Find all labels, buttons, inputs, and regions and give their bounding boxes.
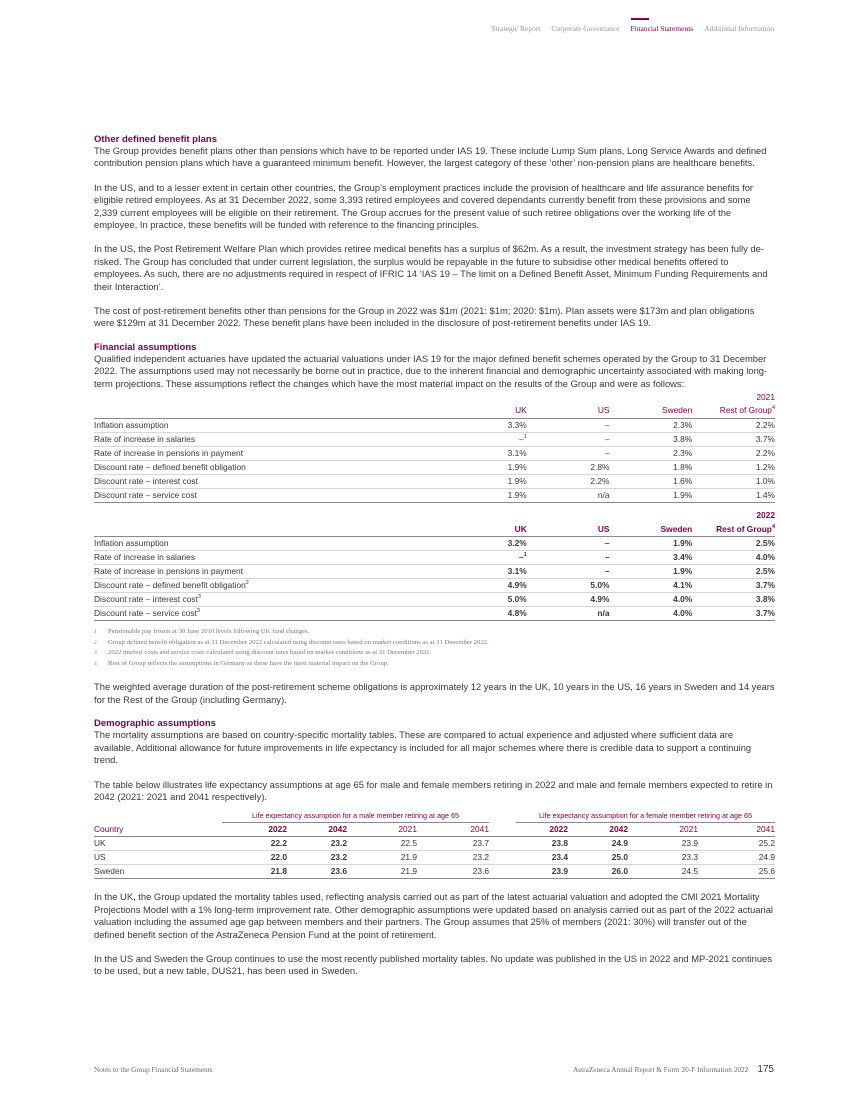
cell: 24.5 xyxy=(628,865,698,879)
row-label: Rate of increase in pensions in payment xyxy=(94,565,444,579)
table-row xyxy=(94,579,775,593)
female-group-header: Life expectancy assumption for a female member retiring at age 65 xyxy=(516,809,775,823)
table-row xyxy=(94,418,775,432)
table-row xyxy=(94,837,775,851)
financial-assumptions-paragraph: Qualified independent actuaries have updated the actuarial valuations under IAS 19 for the major defined benefit schemes operated by the Group to 31 December 2022. The assumptions used may not necessarily be borne out in practice, due to the inherent financial and demographic uncertainty associated with making long-term projections. These assumptions reflect the changes which have the most material impact on the results of the Group and were as follows: xyxy=(94,352,768,389)
row-label: Discount rate – interest cost$^3$ xyxy=(94,593,444,607)
row-label: Discount rate – interest cost xyxy=(94,474,444,488)
table-header-row xyxy=(94,404,775,418)
column-header: 2022 xyxy=(516,823,568,837)
footnote: 4 Rest of Group reflects the assumptions in Germany as these have the most material impact on the Group. xyxy=(94,659,389,667)
column-header: UK xyxy=(444,523,527,537)
cell: 1.9% xyxy=(444,460,527,474)
table-row xyxy=(94,446,775,460)
table-row xyxy=(94,474,775,488)
table-year: 2022 xyxy=(756,510,775,521)
row-label: Discount rate – service cost$^3$ xyxy=(94,607,444,621)
table-row xyxy=(94,551,775,565)
cell: 3.7% xyxy=(692,432,775,446)
cell: 4.1% xyxy=(610,579,693,593)
cell: 22.2 xyxy=(222,837,287,851)
row-label: Inflation assumption xyxy=(94,418,444,432)
cell: 1.0% xyxy=(692,474,775,488)
nav-corporate-governance[interactable]: Corporate Governance xyxy=(551,24,620,33)
row-label: Rate of increase in pensions in payment xyxy=(94,446,444,460)
cell: 1.4% xyxy=(692,488,775,502)
table-row xyxy=(94,537,775,551)
table-row xyxy=(94,607,775,621)
cell: 23.7 xyxy=(417,837,489,851)
footnote: 1 Pensionable pay frozen at 30 June 2010 levels following UK fund changes. xyxy=(94,628,310,636)
other-plans-paragraph: The cost of post-retirement benefits other than pensions for the Group in 2022 was $1m (2021: $1m; 2020: $1m). Plan assets were $173m and plan obligations were $129m at 31 December 2022. These benefit plans have been included in the disclosure of post-retirement benefits under IAS 19. xyxy=(94,305,755,329)
cell: 3.2% xyxy=(444,537,527,551)
cell: 3.1% xyxy=(444,446,527,460)
cell: 2.8% xyxy=(527,460,610,474)
cell: 4.9% xyxy=(527,593,610,607)
life-table-header-row xyxy=(94,823,775,837)
country-cell: UK xyxy=(94,837,222,851)
cell: 2.2% xyxy=(527,474,610,488)
cell: 4.8% xyxy=(444,607,527,621)
demographic-assumptions-heading: Demographic assumptions xyxy=(94,718,216,730)
cell: 1.9% xyxy=(610,565,693,579)
cell: 5.0% xyxy=(444,593,527,607)
cell: 1.9% xyxy=(610,537,693,551)
cell: 21.9 xyxy=(347,851,417,865)
page-footer xyxy=(94,1064,774,1075)
cell: 1.2% xyxy=(692,460,775,474)
table-row xyxy=(94,865,775,879)
cell: – xyxy=(527,565,610,579)
duration-paragraph: The weighted average duration of the post-retirement scheme obligations is approximately 12 years in the UK, 10 years in the US, 16 years in Sweden and 14 years for the Rest of the Group (including Germany). xyxy=(94,681,775,705)
other-plans-heading: Other defined benefit plans xyxy=(94,134,217,145)
cell: 23.9 xyxy=(516,865,568,879)
cell: 23.2 xyxy=(287,837,347,851)
cell: 5.0% xyxy=(527,579,610,593)
cell: 4.9% xyxy=(444,579,527,593)
cell: 21.8 xyxy=(222,865,287,879)
cell: 3.8% xyxy=(610,432,693,446)
other-plans-section xyxy=(94,134,775,330)
page-content xyxy=(94,134,775,978)
cell: 2.5% xyxy=(692,565,775,579)
country-cell: US xyxy=(94,851,222,865)
column-header: 2041 xyxy=(698,823,775,837)
cell: 3.7% xyxy=(692,579,775,593)
cell: 23.3 xyxy=(628,851,698,865)
footnotes xyxy=(94,627,775,669)
cell: n/a xyxy=(527,607,610,621)
column-header: 2042 xyxy=(568,823,628,837)
cell: – xyxy=(527,418,610,432)
cell: – xyxy=(527,446,610,460)
other-plans-paragraph: The Group provides benefit plans other than pensions which have to be reported under IAS 19. These include Lump Sum plans, Long Service Awards and defined contribution pension plans which have a guaranteed minimum benefit. However, the largest category of these ‘other’ non-pension plans are healthcare benefits. xyxy=(94,145,767,169)
cell: 23.4 xyxy=(516,851,568,865)
cell: 2.2% xyxy=(692,418,775,432)
cell: 26.0 xyxy=(568,865,628,879)
cell: 2.5% xyxy=(692,537,775,551)
row-label: Discount rate – service cost xyxy=(94,488,444,502)
footer-section-title: Notes to the Group Financial Statements xyxy=(94,1065,213,1074)
financial-assumptions-heading: Financial assumptions xyxy=(94,341,197,353)
cell: 4.0% xyxy=(610,607,693,621)
cell: 23.6 xyxy=(417,865,489,879)
row-label: Discount rate – defined benefit obligation xyxy=(94,460,444,474)
column-header: UK xyxy=(444,404,527,418)
demographic-assumptions-section xyxy=(94,718,775,977)
page-number: 175 xyxy=(757,1064,774,1075)
financial-assumptions-section xyxy=(94,342,775,706)
nav-additional-information[interactable]: Additional Information xyxy=(704,24,774,33)
assumptions-table-2022 xyxy=(94,509,775,622)
cell: – xyxy=(527,432,610,446)
cell: 21.9 xyxy=(347,865,417,879)
nav-strategic-report[interactable]: Strategic Report xyxy=(491,24,541,33)
column-header: Sweden xyxy=(610,523,693,537)
life-expectancy-table xyxy=(94,809,775,879)
country-column-header: Country xyxy=(94,823,222,837)
table-row xyxy=(94,565,775,579)
column-header: 2042 xyxy=(287,823,347,837)
table-row xyxy=(94,851,775,865)
column-header: 2021 xyxy=(628,823,698,837)
cell: 1.9% xyxy=(444,488,527,502)
column-header: US xyxy=(527,523,610,537)
country-cell: Sweden xyxy=(94,865,222,879)
table-header-row xyxy=(94,523,775,537)
cell: 25.2 xyxy=(698,837,775,851)
cell: 3.8% xyxy=(692,593,775,607)
column-header: 2022 xyxy=(222,823,287,837)
row-label: Rate of increase in salaries xyxy=(94,551,444,565)
other-plans-paragraph: In the US, and to a lesser extent in certain other countries, the Group’s employment practices include the provision of healthcare and life assurance benefits for eligible retired employees. As at 31 December 2022, some 3,393 retired employees and covered dependants currently benefit from these provisions and some 2,339 current employees will be eligible on their retirement. The Group accrues for the present value of such retiree obligations over the working life of the employee. In practice, these benefits will be funded with reference to the financing principles. xyxy=(94,181,754,231)
cell: 2.3% xyxy=(610,446,693,460)
cell: 23.2 xyxy=(417,851,489,865)
cell: 23.9 xyxy=(628,837,698,851)
cell: 3.4% xyxy=(610,551,693,565)
cell: 1.6% xyxy=(610,474,693,488)
table-year: 2021 xyxy=(756,391,775,402)
row-label: Discount rate – defined benefit obligation$^2$ xyxy=(94,579,444,593)
table-row xyxy=(94,460,775,474)
male-group-header: Life expectancy assumption for a male member retiring at age 65 xyxy=(222,809,489,823)
closing-paragraph: In the UK, the Group updated the mortality tables used, reflecting analysis carried out as part of the latest actuarial valuation and adopted the CMI 2021 Mortality Projections Model with a 1% long-term improvement rate. Other demographic assumptions were updated based on analysis carried out as part of the 2022 actuarial valuation including the assumed age gap between members and their partners. The Group assumes that 25% of members (2021: 30%) will transfer out of the defined benefit section of the AstraZeneca Pension Fund at the point of retirement. xyxy=(94,891,774,940)
cell: n/a xyxy=(527,488,610,502)
closing-paragraph: In the US and Sweden the Group continues to use the most recently published mortality tables. No update was published in the US in 2022 and MP-2021 continues to be used, but a new table, DUS21, has been used in Sweden. xyxy=(94,952,773,977)
cell: 25.6 xyxy=(698,865,775,879)
top-navigation xyxy=(491,24,774,33)
column-header: 2021 xyxy=(347,823,417,837)
cell: 1.8% xyxy=(610,460,693,474)
other-plans-paragraph: In the US, the Post Retirement Welfare Plan which provides retiree medical benefits has a surplus of $62m. As a result, the investment strategy has been fully de-risked. The Group has concluded that under current legislation, the surplus would be repayable in the future to subsidise other medical benefits offered to employees. As such, there are no adjustments required in respect of IFRIC 14 ‘IAS 19 – The limit on a Defined Benefit Asset, Minimum Funding Requirements and their Interaction’. xyxy=(94,243,768,292)
cell: 25.0 xyxy=(568,851,628,865)
column-header: Rest of Group$^4$ xyxy=(692,404,775,418)
cell: 22.0 xyxy=(222,851,287,865)
column-header: Sweden xyxy=(610,404,693,418)
cell: 1.9% xyxy=(444,474,527,488)
cell: – xyxy=(527,537,610,551)
cell: 24.9 xyxy=(698,851,775,865)
demographic-paragraph: The table below illustrates life expectancy assumptions at age 65 for male and female members retiring in 2022 and male and female members expected to retire in 2042 (2021: 2021 and 2041 respectively). xyxy=(94,778,773,802)
cell: 3.1% xyxy=(444,565,527,579)
cell: 2.3% xyxy=(610,418,693,432)
cell: 4.0% xyxy=(692,551,775,565)
column-header: Rest of Group$^4$ xyxy=(692,523,775,537)
cell: 2.2% xyxy=(692,446,775,460)
assumptions-table-2021 xyxy=(94,390,775,503)
cell: –$^1$ xyxy=(444,432,527,446)
cell: 23.8 xyxy=(516,837,568,851)
table-row xyxy=(94,593,775,607)
footnote: 3 2022 interest costs and service costs calculated using discount rates based on market conditions as at 31 December 2021. xyxy=(94,649,432,657)
column-header: 2041 xyxy=(417,823,489,837)
cell: 4.0% xyxy=(610,593,693,607)
column-header: US xyxy=(527,404,610,418)
cell: 3.7% xyxy=(692,607,775,621)
row-label: Rate of increase in salaries xyxy=(94,432,444,446)
table-row xyxy=(94,488,775,502)
nav-financial-statements[interactable]: Financial Statements xyxy=(630,24,694,33)
cell: – xyxy=(527,551,610,565)
footer-report-title: AstraZeneca Annual Report & Form 20-F Information 2022 175 xyxy=(573,1064,774,1075)
table-row xyxy=(94,432,775,446)
cell: 23.2 xyxy=(287,851,347,865)
cell: 23.6 xyxy=(287,865,347,879)
cell: 22.5 xyxy=(347,837,417,851)
row-label: Inflation assumption xyxy=(94,537,444,551)
cell: –$^1$ xyxy=(444,551,527,565)
cell: 24.9 xyxy=(568,837,628,851)
life-table-group-row xyxy=(94,809,775,823)
demographic-paragraph: The mortality assumptions are based on country-specific mortality tables. These are compared to actual experience and adjusted where sufficient data are available. Additional allowance for future improvements in life expectancy is included for all major schemes where there is credible data to support a continuing trend. xyxy=(94,729,752,766)
cell: 1.9% xyxy=(610,488,693,502)
cell: 3.3% xyxy=(444,418,527,432)
footnote: 2 Group defined benefit obligation as at 31 December 2022 calculated using discount rates based on market conditions as at 31 December 2022. xyxy=(94,638,489,646)
